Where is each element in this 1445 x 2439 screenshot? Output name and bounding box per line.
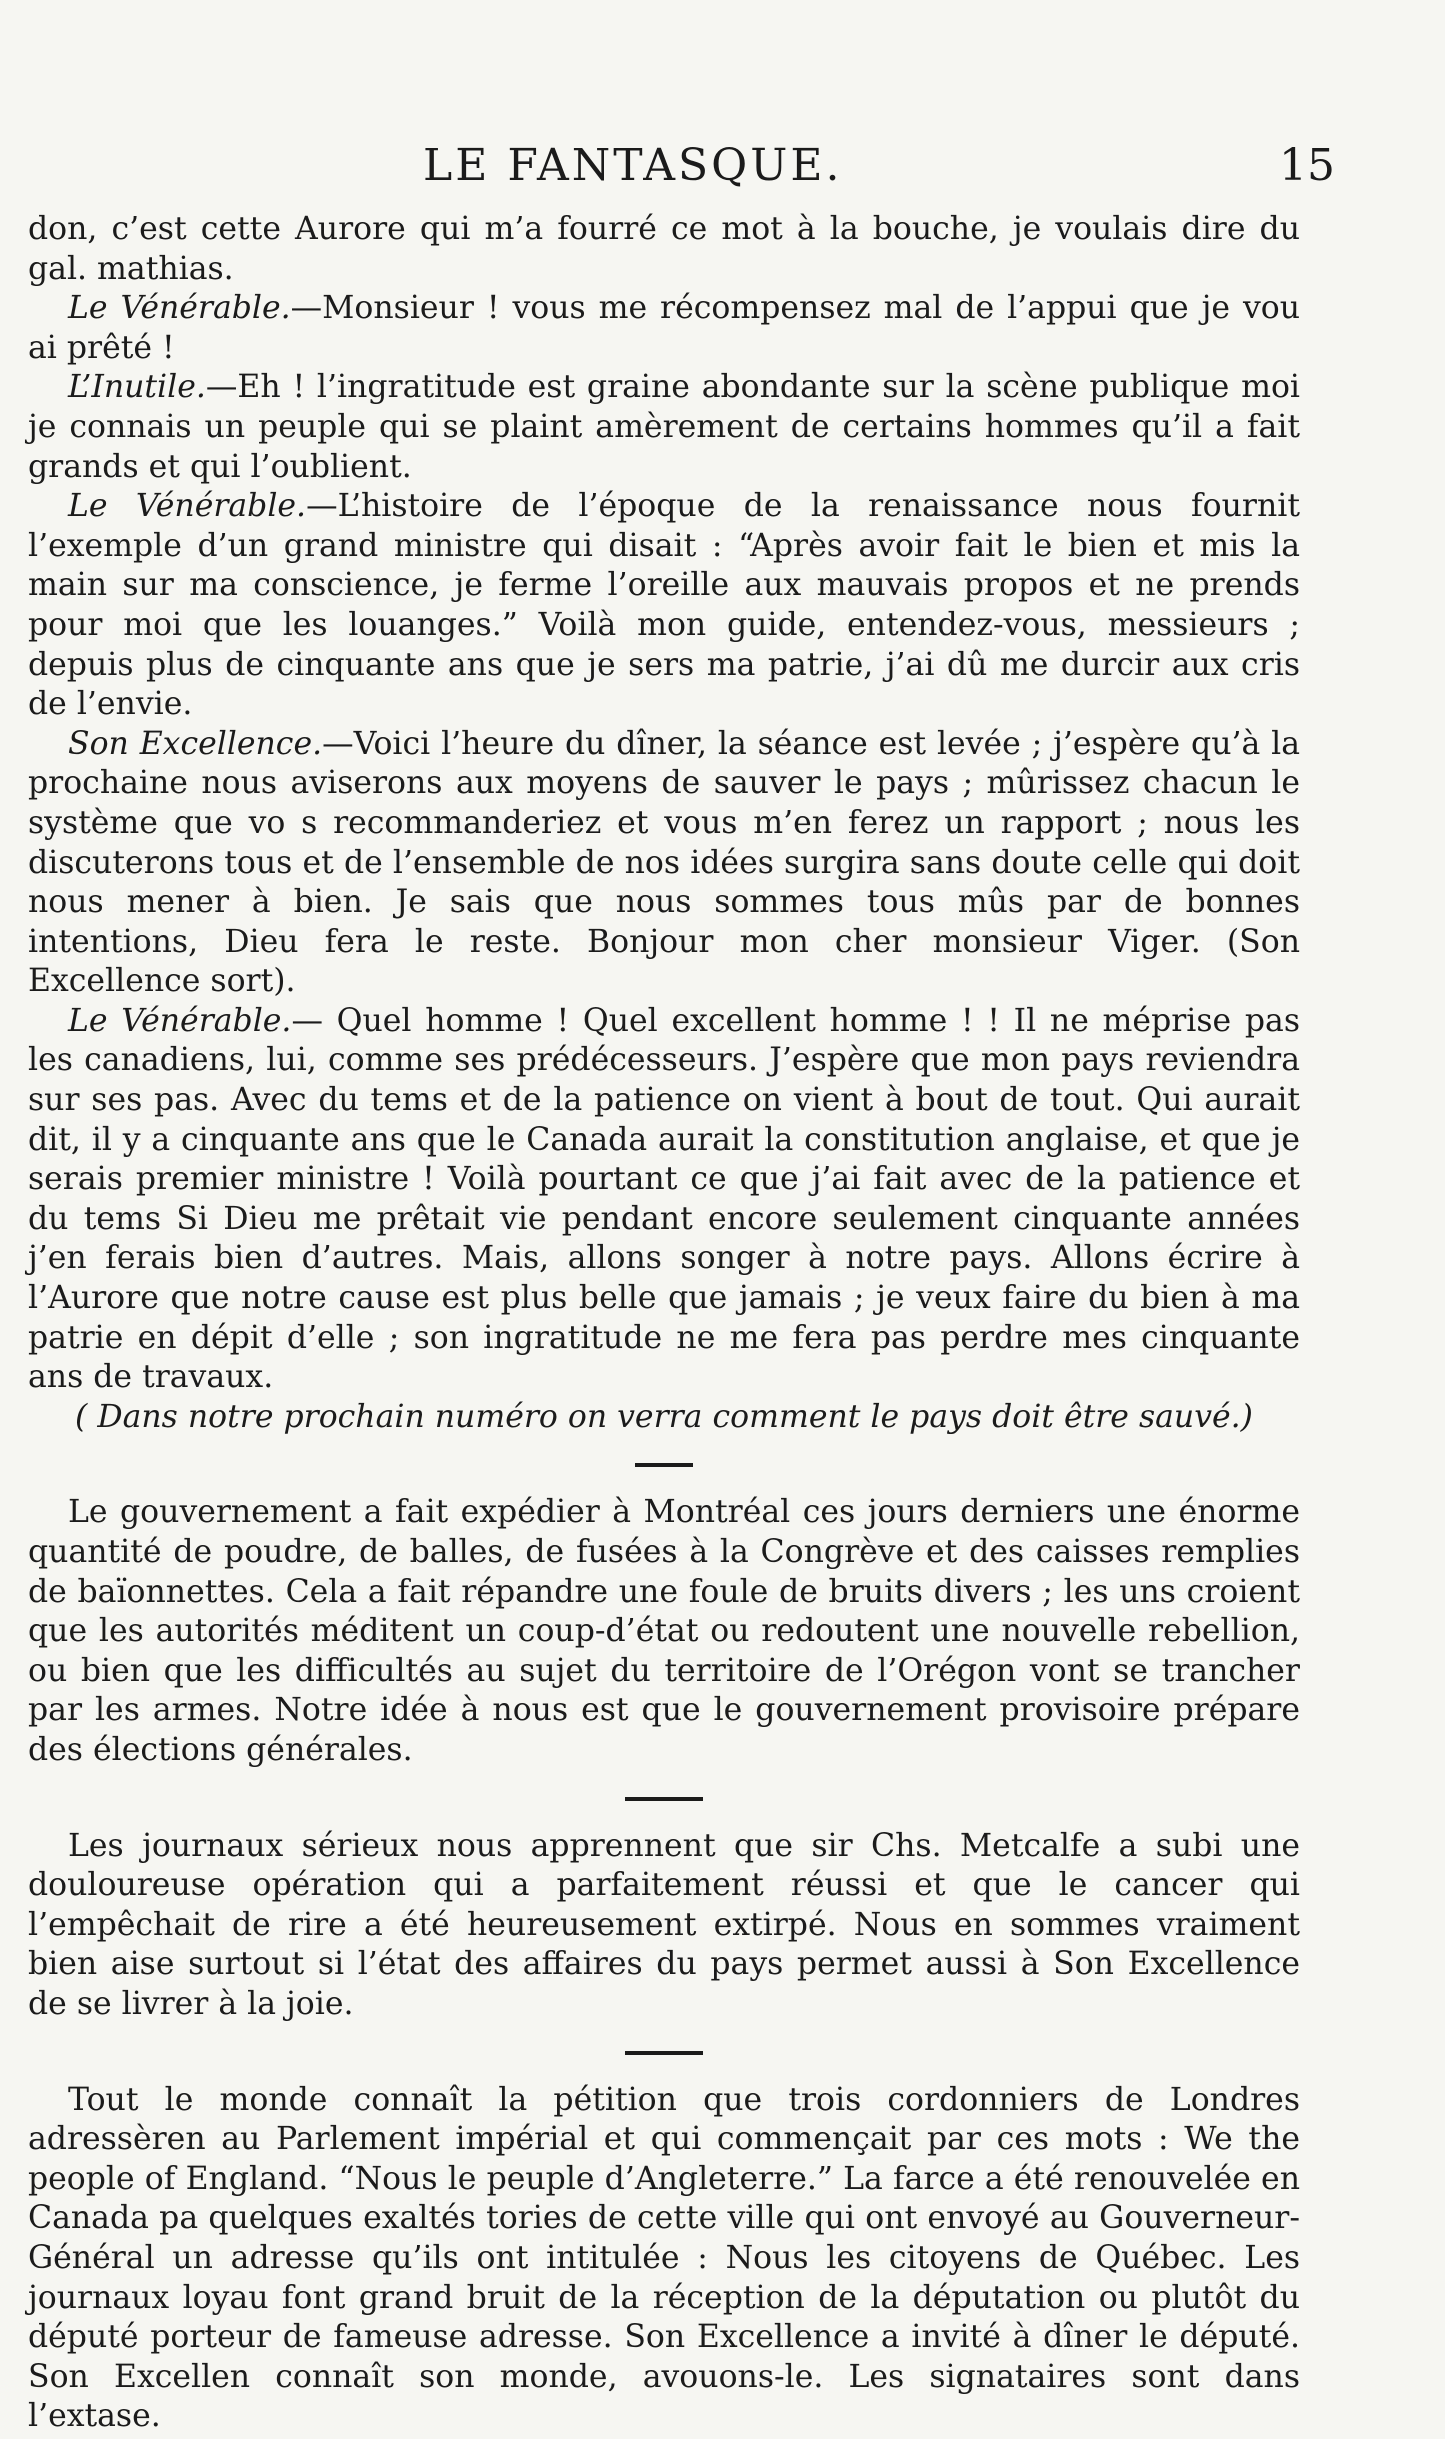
page-number: 15	[1279, 140, 1335, 191]
speaker-name: L’Inutile.	[68, 369, 206, 406]
dialogue-text: — Quel homme ! Quel excellent homme ! ! Il ne méprise pas les canadiens, lui, comme ses prédécesseurs. J’espère que mon pays reviendra sur ses pas. Avec du tems et de la patience on vient à bout de tout. Qui aurait dit, il y a cinquante ans que le Canada aurait la constitution anglaise, et que je serais premier ministre ! Voilà pourtant ce que j’ai fait avec de la patience et du tems Si Dieu me prêtait vie pendant encore seulement cinquante années j’en ferais bien d’autres. Mais, allons songer à notre pays. Allons écrire à l’Aurore que notre cause est plus belle que jamais ; je veux faire du bien à ma patrie en dépit d’elle ; son ingratitude ne me fera pas perdre mes cinquante ans de travaux.	[28, 1002, 1300, 1396]
speaker-name: Le Vénérable.	[68, 488, 307, 525]
dialogue-paragraph	[28, 289, 1300, 368]
running-title: LE FANTASQUE.	[423, 140, 843, 191]
article-paragraph: Le gouvernement a fait expédier à Montréal ces jours derniers une énorme quantité de poudre, de balles, de fusées à la Congrève et des caisses remplies de baïonnettes. Cela a fait répandre une foule de bruits divers ; les uns croient que les autorités méditent un coup-d’état ou redoutent une nouvelle rebellion, ou bien que les difficultés au sujet du territoire de l’Orégon vont se trancher par les armes. Notre idée à nous est que le gouvernement provisoire prépare des élections générales.	[28, 1494, 1300, 1768]
section-divider	[625, 1797, 703, 1801]
speaker-name: Son Excellence.	[68, 725, 323, 762]
dialogue-paragraph	[28, 487, 1300, 725]
section-divider	[625, 2051, 703, 2055]
speaker-name: Le Vénérable.	[68, 1002, 292, 1039]
continuation-note: ( Dans notre prochain numéro on verra comment le pays doit être sauvé.)	[75, 1398, 1253, 1435]
dialogue-text: —Voici l’heure du dîner, la séance est levée ; j’espère qu’à la prochaine nous aviserons aux moyens de sauver le pays ; mûrissez chacun le système que vo s recommanderiez et vous m’en ferez un rapport ; nous les discuterons tous et de l’ensemble de nos idées surgira sans doute celle qui doit nous mener à bien. Je sais que nous sommes tous mûs par de bonnes intentions, Dieu fera le reste. Bonjour mon cher monsieur Viger. (Son Excellence sort).	[28, 725, 1300, 1000]
dialogue-paragraph	[28, 1002, 1300, 1398]
dialogue-text: —Eh ! l’ingratitude est graine abondante sur la scène publique moi je connais un peuple qui se plaint amèrement de certains hommes qu’il a fait grands et qui l’oublient.	[28, 369, 1300, 485]
speaker-name: Le Vénérable.	[68, 290, 291, 327]
dialogue-text: —L’histoire de l’époque de la renaissance nous fournit l’exemple d’un grand ministre qui disait : “Après avoir fait le bien et mis la main sur ma conscience, je ferme l’oreille aux mauvais propos et ne prends pour moi que les louanges.” Voilà mon guide, entendez-vous, messieurs ; depuis plus de cinquante ans que je sers ma patrie, j’ai dû me durcir aux cris de l’envie.	[28, 488, 1300, 723]
article-paragraph: Les journaux sérieux nous apprennent que sir Chs. Metcalfe a subi une douloureuse opération qui a parfaitement réussi et que le cancer qui l’empêchait de rire a été heureusement extirpé. Nous en sommes vraiment bien aise surtout si l’état des affaires du pays permet aussi à Son Excellence de se livrer à la joie.	[28, 1827, 1300, 2022]
dialogue-paragraph	[28, 368, 1300, 487]
page-header	[28, 140, 1335, 202]
section-divider	[635, 1463, 693, 1467]
article-paragraph: Tout le monde connaît la pétition que trois cordonniers de Londres adressèren au Parlement impérial et qui commençait par ces mots : We the people of England. “Nous le peuple d’Angleterre.” La farce a été renouvelée en Canada pa quelques exaltés tories de cette ville qui ont envoyé au Gouverneur-Général un adresse qu’ils ont intitulée : Nous les citoyens de Québec. Les journaux loyau font grand bruit de la réception de la députation ou plutôt du député porteur de fameuse adresse. Son Excellence a invité à dîner le député. Son Excellen connaît son monde, avouons-le. Les signataires sont dans l’extase.	[28, 2081, 1300, 2435]
dialogue-paragraph	[28, 210, 1300, 289]
dialogue-paragraph	[28, 725, 1300, 1002]
dialogue-text: —Monsieur ! vous me récompensez mal de l’appui que je vou ai prêté !	[28, 290, 1301, 366]
dialogue-text: don, c’est cette Aurore qui m’a fourré ce mot à la bouche, je voulais dire du gal. mathias.	[28, 211, 1300, 287]
